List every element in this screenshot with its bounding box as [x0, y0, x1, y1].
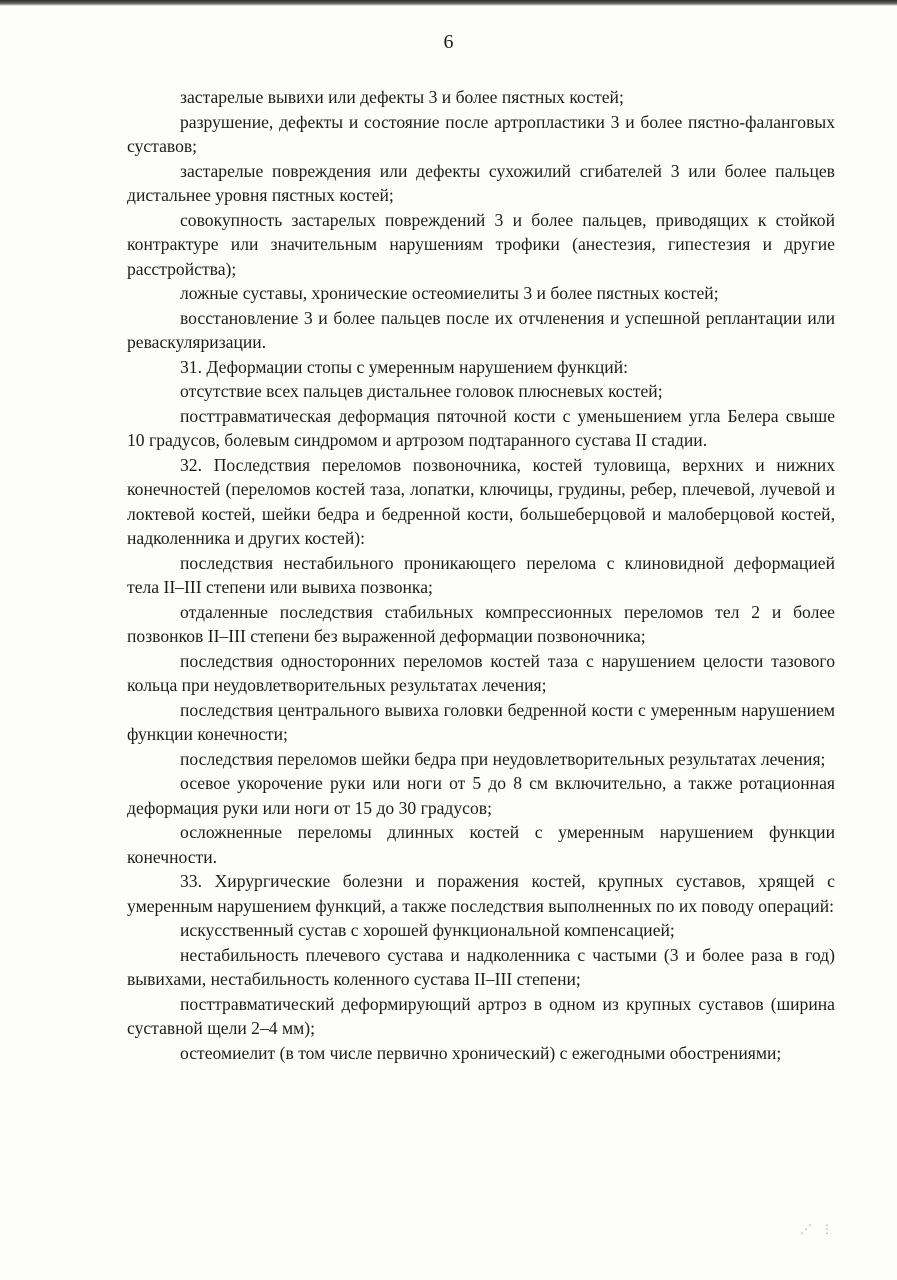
- section-heading-32: 32. Последствия переломов позвоночника, костей туловища, верхних и нижних конечностей (переломов костей таза, лопатки, ключицы, грудины, ребер, плечевой, лучевой и локтевой костей, шейки бедра и бедренной кости, большеберцовой и малоберцовой костей, надколенника и других костей):: [127, 454, 835, 548]
- paragraph: последствия центрального вывиха головки бедренной кости с умеренным нарушением функции конечности;: [127, 699, 835, 744]
- paragraph: остеомиелит (в том числе первично хронический) с ежегодными обострениями;: [180, 1042, 782, 1063]
- section-heading-33: 33. Хирургические болезни и поражения костей, крупных суставов, хрящей с умеренным нарушением функций, а также последствия выполненных по их поводу операций:: [127, 871, 835, 916]
- paragraph: последствия переломов шейки бедра при неудовлетворительных результатах лечения;: [180, 748, 826, 769]
- paragraph: застарелые повреждения или дефекты сухожилий сгибателей 3 или более пальцев дистальнее уровня пястных костей;: [127, 160, 835, 205]
- paragraph: совокупность застарелых повреждений 3 и более пальцев, приводящих к стойкой контрактуре или значительным нарушениям трофики (анестезия, гипестезия и другие расстройства);: [127, 209, 835, 279]
- paragraph: ложные суставы, хронические остеомиелиты 3 и более пястных костей;: [180, 283, 719, 303]
- paragraph: последствия нестабильного проникающего перелома с клиновидной деформацией тела II–III степени или вывиха позвонка;: [127, 552, 835, 597]
- paragraph: нестабильность плечевого сустава и надколенника с частыми (3 и более раза в год) вывихами, нестабильность коленного сустава II–III степени;: [127, 944, 835, 989]
- paragraph: застарелые вывихи или дефекты 3 и более пястных костей;: [180, 87, 624, 107]
- section-heading-31: 31. Деформации стопы с умеренным нарушением функций:: [180, 356, 628, 377]
- paragraph: осевое укорочение руки или ноги от 5 до 8 см включительно, а также ротационная деформация руки или ноги от 15 до 30 градусов;: [127, 773, 835, 818]
- paragraph: отдаленные последствия стабильных компрессионных переломов тел 2 и более позвонков II–III степени без выраженной деформации позвоночника;: [127, 601, 835, 646]
- scan-artifact-icon: ⋰ ⋮: [800, 1222, 836, 1236]
- paragraph: отсутствие всех пальцев дистальнее головок плюсневых костей;: [180, 381, 663, 401]
- paragraph: посттравматический деформирующий артроз в одном из крупных суставов (ширина суставной щели 2–4 мм);: [127, 993, 835, 1038]
- paragraph: посттравматическая деформация пяточной кости с уменьшением угла Белера свыше 10 градусов, болевым синдромом и артрозом подтаранного сустава II стадии.: [127, 405, 835, 450]
- page-number: 6: [443, 31, 454, 53]
- paragraph: искусственный сустав с хорошей функциональной компенсацией;: [180, 920, 675, 940]
- paragraph: восстановление 3 и более пальцев после их отчленения и успешной реплантации или реваскуляризации.: [127, 307, 835, 352]
- document-body: [127, 85, 835, 1065]
- scan-top-edge: [0, 0, 897, 6]
- paragraph: осложненные переломы длинных костей с умеренным нарушением функции конечности.: [127, 822, 835, 867]
- paragraph: последствия односторонних переломов костей таза с нарушением целости тазового кольца при неудовлетворительных результатах лечения;: [127, 650, 835, 695]
- paragraph: разрушение, дефекты и состояние после артропластики 3 и более пястно-фаланговых суставов;: [127, 111, 835, 156]
